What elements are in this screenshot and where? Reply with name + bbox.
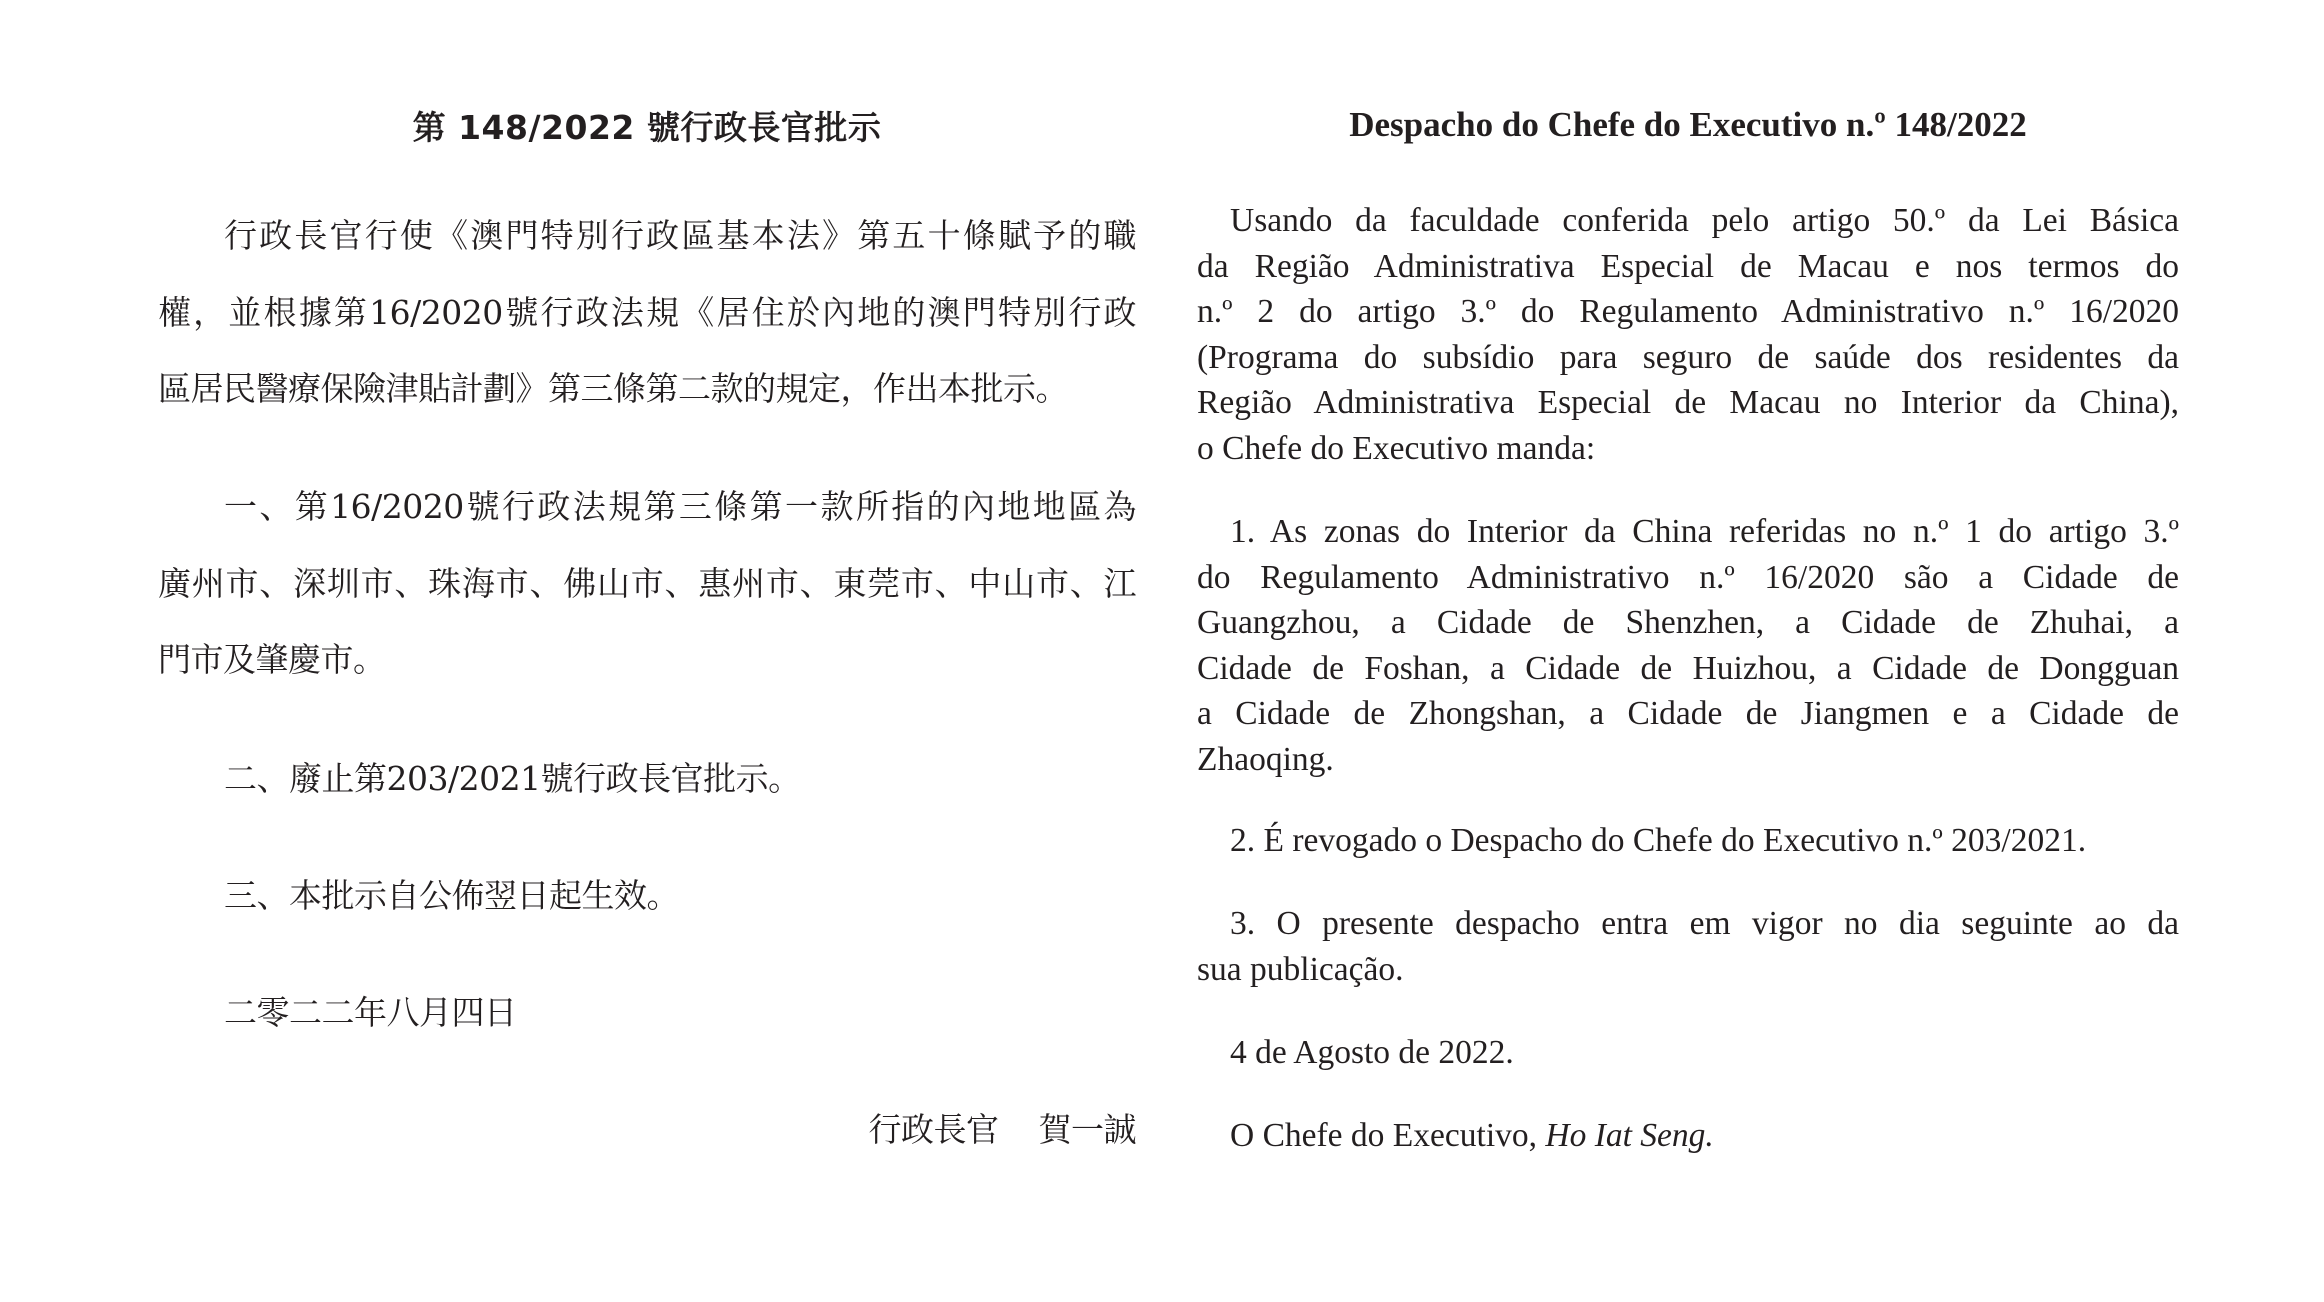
portuguese-signature-prefix: O Chefe do Executivo, [1230, 1117, 1537, 1154]
chinese-item-1-line: 門市及肇慶市。 [158, 640, 386, 679]
portuguese-item-1-line: a Cidade de Zhongshan, a Cidade de Jiangmen e a Cidade de [1197, 695, 2179, 732]
chinese-title: 第 148/2022 號行政長官批示 [412, 108, 882, 147]
portuguese-preamble [1197, 198, 2179, 471]
portuguese-item-2: 2. É revogado o Despacho do Chefe do Executivo n.º 203/2021. [1230, 822, 2087, 859]
portuguese-preamble-line: da Região Administrativa Especial de Macau e nos termos do [1197, 247, 2179, 285]
portuguese-item-1-line: Zhaoqing. [1197, 740, 1334, 778]
portuguese-item-3-line: 3. O presente despacho entra em vigor no dia seguinte ao da [1230, 905, 2179, 942]
portuguese-preamble-line: (Programa do subsídio para seguro de saúde dos residentes da [1197, 338, 2179, 376]
portuguese-item-3-line: sua publicação. [1197, 950, 1404, 988]
chinese-signature-title: 行政長官 [868, 1110, 999, 1149]
portuguese-preamble-line: o Chefe do Executivo manda: [1197, 429, 1596, 467]
portuguese-preamble-line: n.º 2 do artigo 3.º do Regulamento Administrativo n.º 16/2020 [1197, 293, 2179, 330]
chinese-signature-name: 賀一誠 [1038, 1110, 1136, 1149]
chinese-date: 二零二二年八月四日 [224, 993, 517, 1032]
portuguese-signature-name: Ho Iat Seng. [1545, 1117, 1714, 1154]
portuguese-date: 4 de Agosto de 2022. [1230, 1034, 1514, 1071]
chinese-item-1 [158, 469, 1136, 699]
portuguese-item-1 [1197, 509, 2179, 782]
chinese-preamble-line: 區居民醫療保險津貼計劃》第三條第二款的規定，作出本批示。 [158, 369, 1068, 408]
portuguese-preamble-line: Região Administrativa Especial de Macau no Interior da China), [1197, 384, 2179, 421]
chinese-preamble-line: 權，並根據第16/2020號行政法規《居住於內地的澳門特別行政 [158, 292, 1136, 332]
chinese-item-2: 二、廢止第203/2021號行政長官批示。 [224, 759, 801, 798]
portuguese-item-3 [1197, 901, 2179, 992]
portuguese-item-1-line: do Regulamento Administrativo n.º 16/2020 são a Cidade de [1197, 558, 2179, 596]
chinese-signature [158, 1092, 1136, 1169]
chinese-preamble-line: 行政長官行使《澳門特別行政區基本法》第五十條賦予的職 [224, 216, 1136, 255]
portuguese-item-1-line: 1. As zonas do Interior da China referidas no n.º 1 do artigo 3.º [1230, 513, 2179, 550]
portuguese-title: Despacho do Chefe do Executivo n.º 148/2022 [1349, 105, 2027, 144]
chinese-item-1-line: 一、第16/2020號行政法規第三條第一款所指的內地地區為 [224, 487, 1136, 526]
portuguese-signature [1197, 1113, 2179, 1159]
chinese-item-1-line: 廣州市、深圳市、珠海市、佛山市、惠州市、東莞市、中山市、江 [158, 563, 1136, 603]
portuguese-preamble-line: Usando da faculdade conferida pelo artigo 50.º da Lei Básica [1230, 202, 2179, 239]
portuguese-item-1-line: Guangzhou, a Cidade de Shenzhen, a Cidade de Zhuhai, a [1197, 604, 2179, 641]
portuguese-item-1-line: Cidade de Foshan, a Cidade de Huizhou, a Cidade de Dongguan [1197, 649, 2179, 687]
chinese-preamble [158, 198, 1136, 428]
chinese-item-3: 三、本批示自公佈翌日起生效。 [224, 876, 679, 915]
